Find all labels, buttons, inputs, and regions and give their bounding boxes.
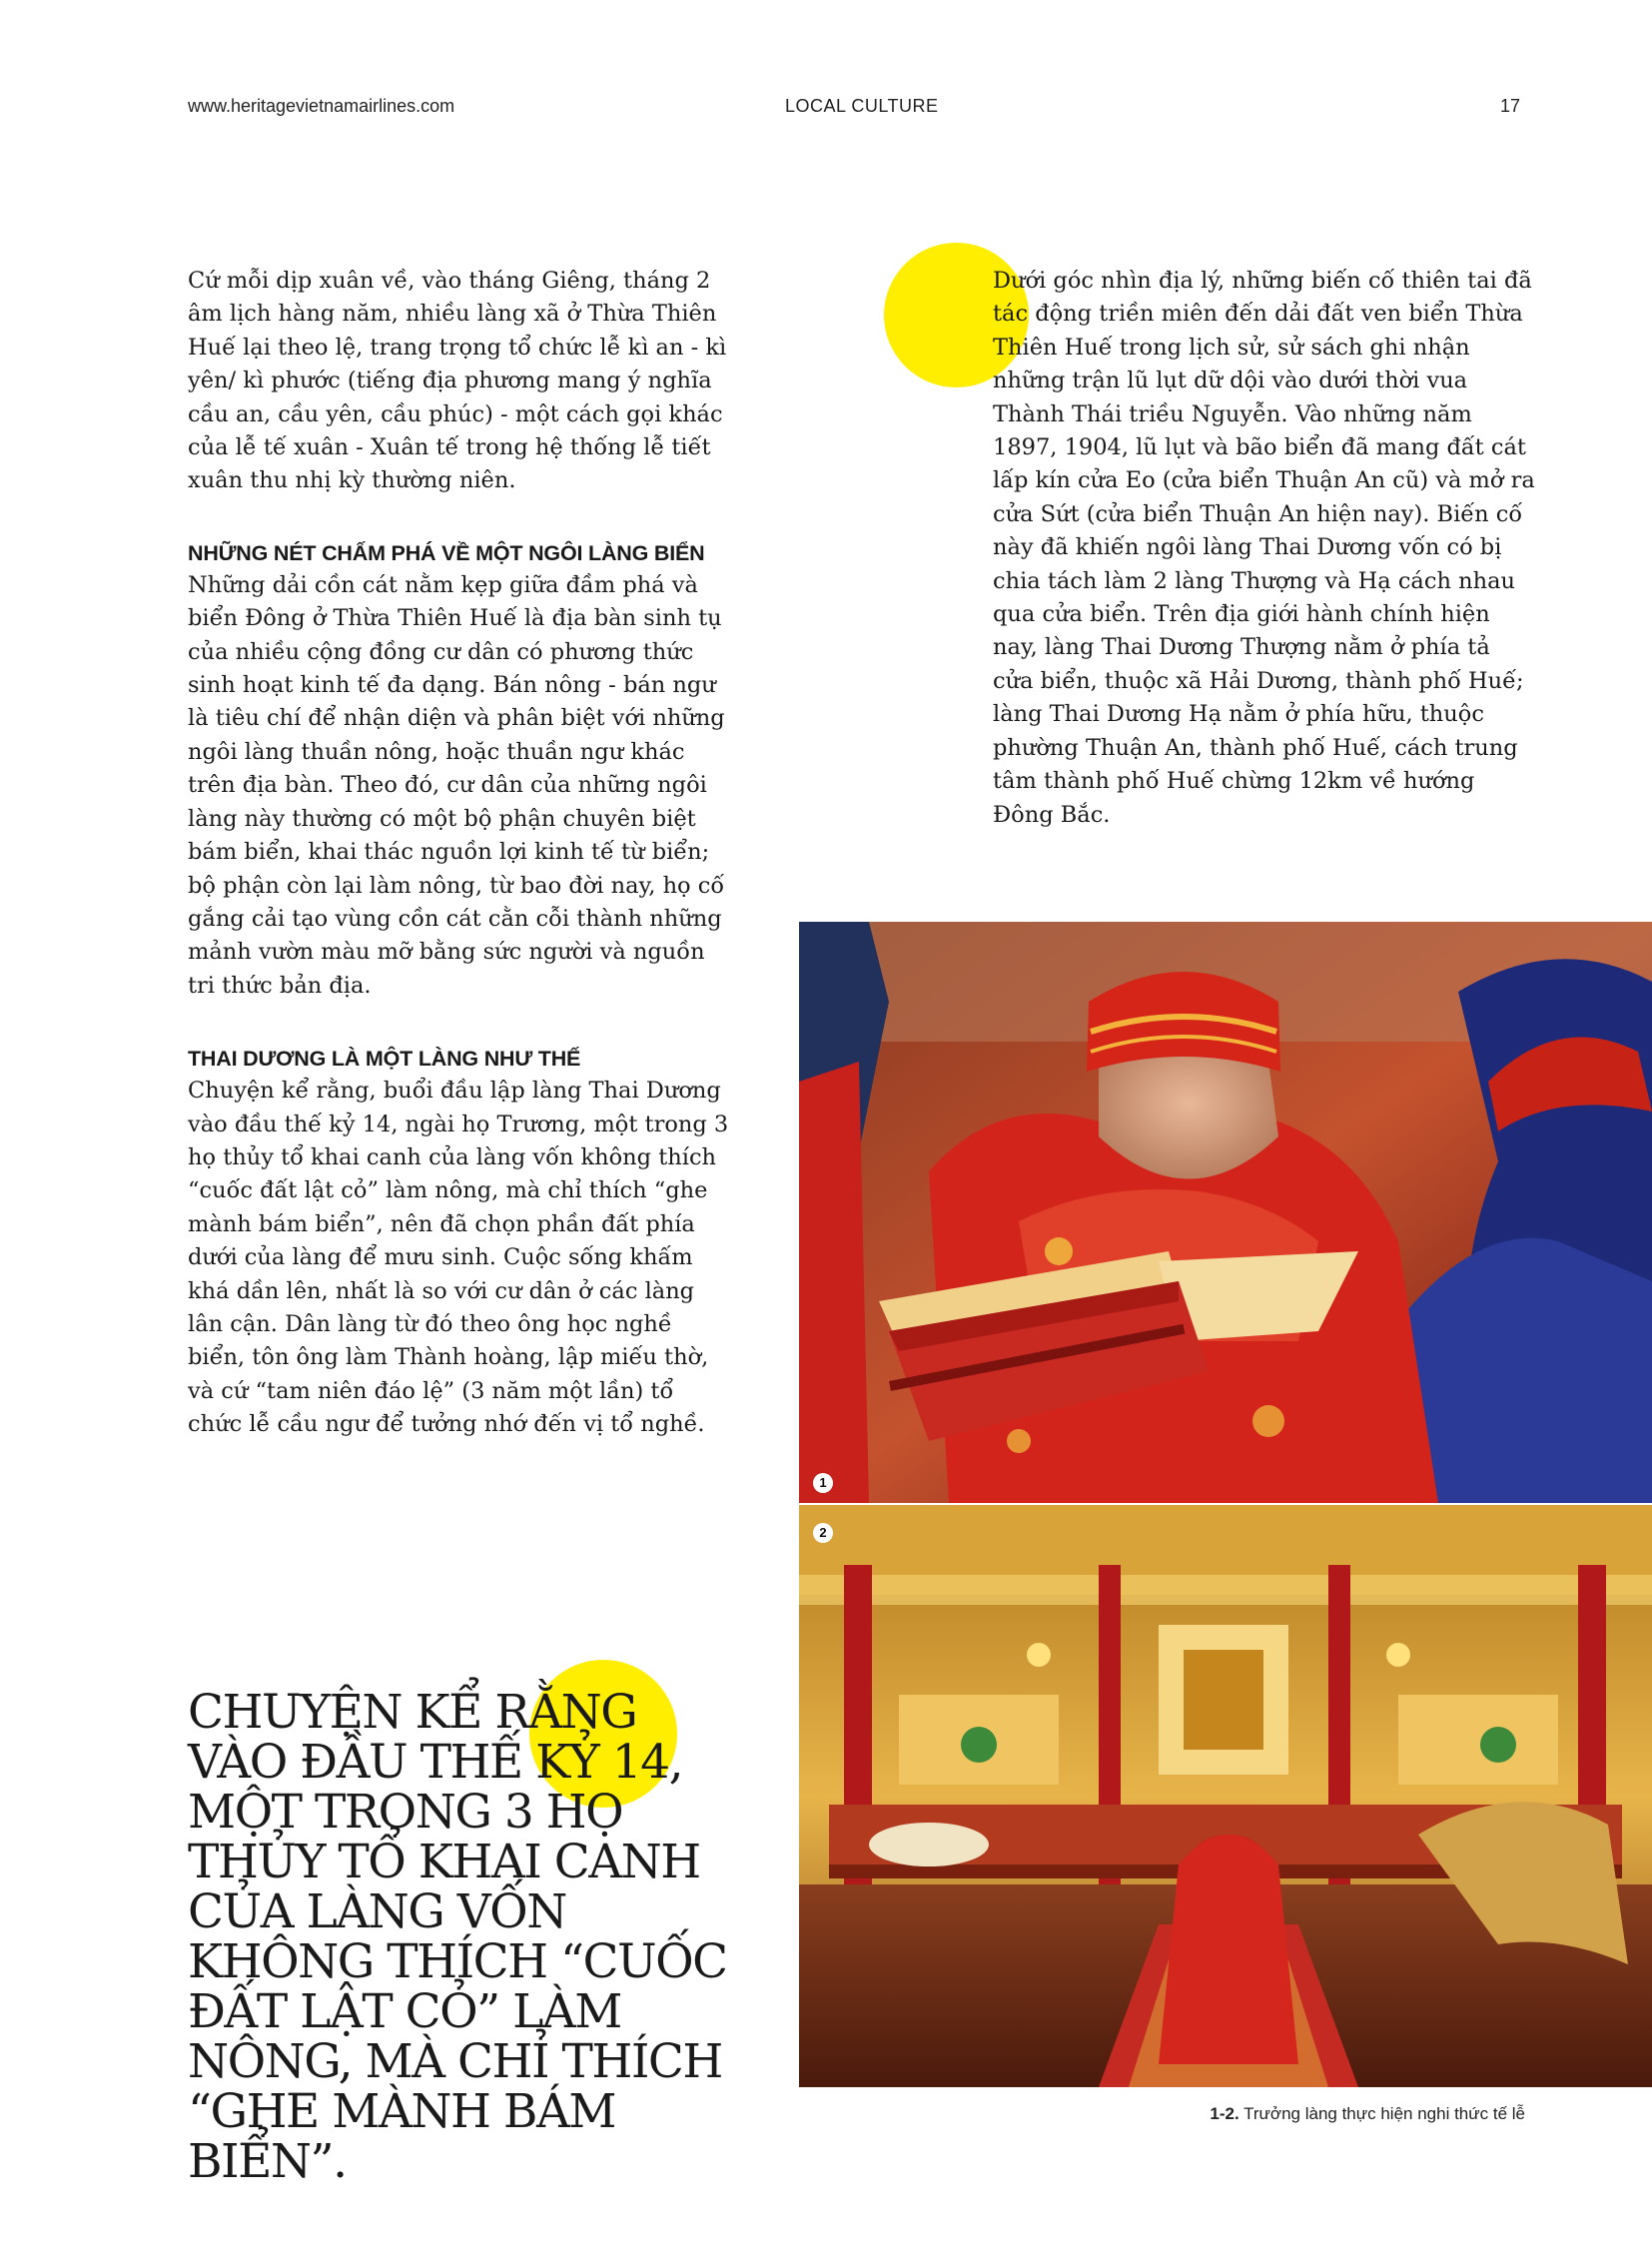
left-column (188, 265, 732, 1442)
body-paragraph-1: Những dải cồn cát nằm kẹp giữa đầm phá và biển Đông ở Thừa Thiên Huế là địa bàn sinh tụ của nhiều cộng đồng cư dân có phương thức sinh hoạt kinh tế đa dạng. Bán nông - bán ngư là tiêu chí để nhận diện và phân biệt với những ngôi làng thuần nông, hoặc thuần ngư khác trên địa bàn. Theo đó, cư dân của những ngôi làng này thường có một bộ phận chuyên biệt bám biển, khai thác nguồn lợi kinh tế từ biển; bộ phận còn lại làm nông, từ bao đời nay, họ cố gắng cải tạo vùng cồn cát cằn cỗi thành những mảnh vườn màu mỡ bằng sức người và nguồn tri thức bản địa. (188, 571, 725, 999)
page-header (188, 96, 1520, 122)
section-heading-1: NHỮNG NÉT CHẤM PHÁ VỀ MỘT NGÔI LÀNG BIỂN (188, 540, 705, 565)
site-url[interactable]: www.heritagevietnamairlines.com (188, 96, 455, 116)
body-paragraph-2: Chuyện kể rằng, buổi đầu lập làng Thai Dương vào đầu thế kỷ 14, ngài họ Trương, một trong 3 họ thủy tổ khai canh của làng vốn không thích “cuốc đất lật cỏ” làm nông, mà chỉ thích “ghe mành bám biển”, nên đã chọn phần đất phía dưới của làng để mưu sinh. Cuộc sống khấm khá dần lên, nhất là so với cư dân ở các làng lân cận. Dân làng từ đó theo ông học nghề biển, tôn ông làm Thành hoàng, lập miếu thờ, và cứ “tam niên đáo lệ” (3 năm một lần) tổ chức lễ cầu ngư để tưởng nhớ đến vị tổ nghề. (188, 1078, 729, 1438)
photo-temple-altar (799, 1505, 1652, 2087)
caption-number: 1-2. (1210, 2104, 1239, 2123)
photo-caption (1210, 2104, 1525, 2124)
photo-2-badge: 2 (813, 1523, 833, 1543)
geography-paragraph: Dưới góc nhìn địa lý, những biến cố thiên tai đã tác động triền miên đến dải đất ven biển Thừa Thiên Huế trong lịch sử, sử sách ghi nhận những trận lũ lụt dữ dội vào dưới thời vua Thành Thái triều Nguyễn. Vào những năm 1897, 1904, lũ lụt và bão biển đã mang đất cát lấp kín cửa Eo (cửa biển Thuận An cũ) và mở ra cửa Sứt (cửa biển Thuận An hiện nay). Biến cố này đã khiến ngôi làng Thai Dương vốn có bị chia tách làm 2 làng Thượng và Hạ cách nhau qua cửa biển. Trên địa giới hành chính hiện nay, làng Thai Dương Thượng nằm ở phía tả cửa biển, thuộc xã Hải Dương, thành phố Huế; làng Thai Dương Hạ nằm ở phía hữu, thuộc phường Thuận An, thành phố Huế, cách trung tâm thành phố Huế chừng 12km về hướng Đông Bắc. (993, 268, 1535, 828)
photo-temple-altar-illustration (799, 1505, 1652, 2087)
photo-elder-ritual-illustration (799, 922, 1652, 1503)
photo-1-badge: 1 (813, 1473, 833, 1493)
page-number: 17 (1499, 96, 1520, 116)
section-title: LOCAL CULTURE (785, 96, 939, 116)
caption-text: Trưởng làng thực hiện nghi thức tế lễ (1239, 2104, 1525, 2123)
intro-paragraph: Cứ mỗi dịp xuân về, vào tháng Giêng, tháng 2 âm lịch hàng năm, nhiều làng xã ở Thừa Thiên Huế lại theo lệ, trang trọng tổ chức lễ kì an - kì yên/ kì phước (tiếng địa phương mang ý nghĩa cầu an, cầu yên, cầu phúc) - một cách gọi khác của lễ tế xuân - Xuân tế trong hệ thống lễ tiết xuân thu nhị kỳ thường niên. (188, 268, 727, 494)
photo-elder-ritual (799, 922, 1652, 1503)
pull-quote: CHUYỆN KỂ RẰNG VÀO ĐẦU THẾ KỶ 14, MỘT TRONG 3 HỌ THỦY TỔ KHAI CANH CỦA LÀNG VỐN KHÔNG THÍCH “CUỐC ĐẤT LẬT CỎ” LÀM NÔNG, MÀ CHỈ THÍCH “GHE MÀNH BÁM BIỂN”. (188, 1685, 727, 2189)
right-column (993, 265, 1537, 832)
section-heading-2: THAI DƯƠNG LÀ MỘT LÀNG NHƯ THẾ (188, 1047, 581, 1072)
